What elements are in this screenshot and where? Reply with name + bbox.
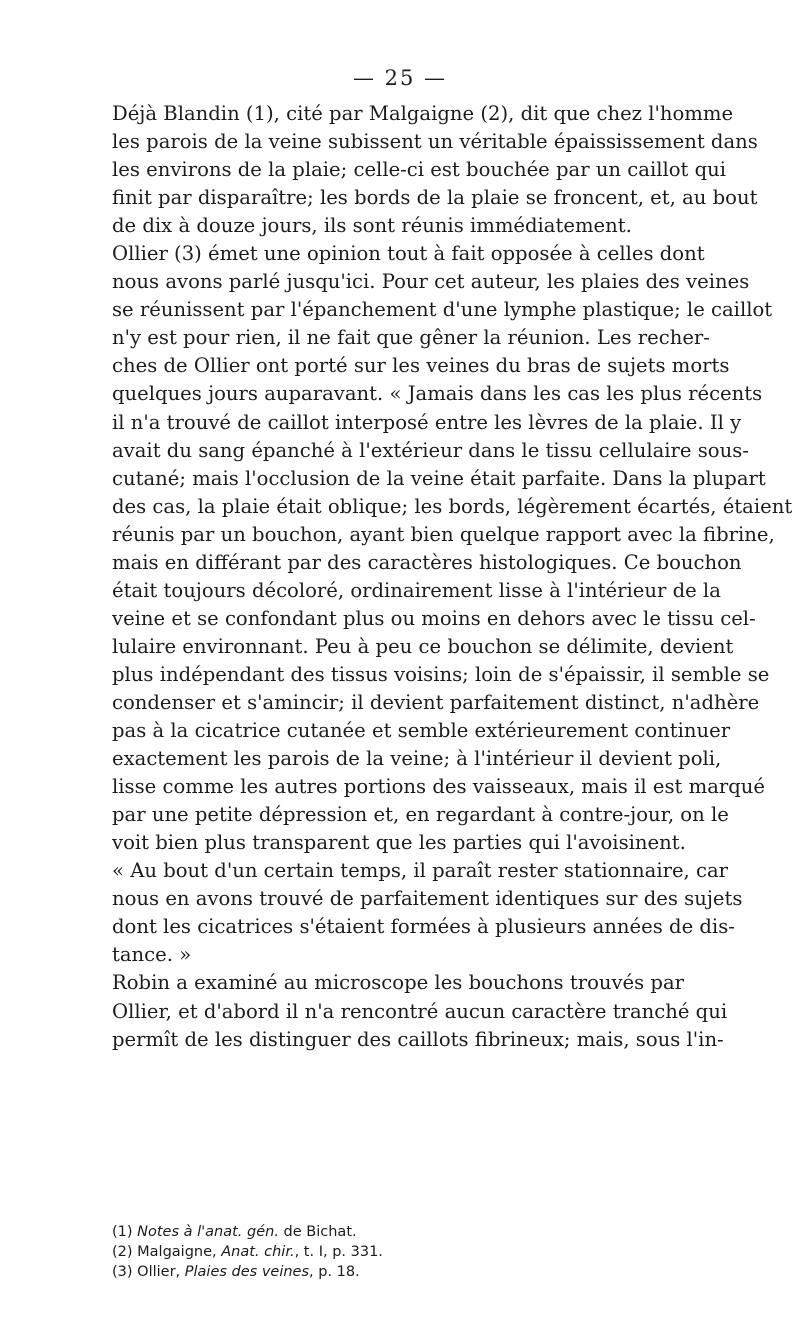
footnote-title: Plaies des veines [184, 1264, 310, 1280]
text-line: dont les cicatrices s'étaient formées à plusieurs années de dis- [112, 915, 735, 939]
text-line: Ollier (3) émet une opinion tout à fait opposée à celles dont [112, 242, 705, 266]
footnote-mark: (2) [112, 1244, 133, 1260]
text-line: réunis par un bouchon, ayant bien quelque rapport avec la fibrine, [112, 522, 775, 546]
text-line: Déjà Blandin (1), cité par Malgaigne (2), dit que chez l'homme [112, 102, 734, 125]
text-line: cutané; mais l'occlusion de la veine était parfaite. Dans la plupart [112, 466, 766, 490]
text-line: nous en avons trouvé de parfaitement identiques sur des sujets [112, 887, 743, 911]
text-line: était toujours décoloré, ordinairement lisse à l'intérieur de la [112, 578, 721, 602]
footnote [112, 1242, 684, 1262]
text-line: nous avons parlé jusqu'ici. Pour cet auteur, les plaies des veines [112, 270, 750, 294]
text-line: Robin a examiné au microscope les bouchons trouvés par [112, 971, 685, 995]
text-line: lulaire environnant. Peu à peu ce bouchon se délimite, devient [112, 634, 734, 658]
text-line: Ollier, et d'abord il n'a rencontré aucun caractère tranché qui [112, 999, 728, 1023]
text-line: les environs de la plaie; celle-ci est bouchée par un caillot qui [112, 158, 727, 182]
text-line: de dix à douze jours, ils sont réunis immédiatement. [112, 214, 632, 238]
footnote-author: Ollier, [132, 1264, 185, 1280]
text-line: se réunissent par l'épanchement d'une lymphe plastique; le caillot [112, 298, 773, 322]
footnote-text: de Bichat. [278, 1224, 357, 1240]
text-line: les parois de la veine subissent un véritable épaississement dans [112, 130, 758, 154]
text-line: avait du sang épanché à l'extérieur dans le tissu cellulaire sous- [112, 438, 749, 462]
page-number: — 25 — [352, 66, 448, 90]
footnote-mark: (3) [112, 1264, 133, 1280]
text-line: il n'a trouvé de caillot interposé entre les lèvres de la plaie. Il y [112, 410, 742, 434]
footnote [112, 1262, 684, 1282]
text-line: pas à la cicatrice cutanée et semble extérieurement continuer [112, 719, 731, 743]
text-line: exactement les parois de la veine; à l'intérieur il devient poli, [112, 747, 722, 771]
footnotes [112, 1222, 684, 1282]
footnote-text: , p. 18. [309, 1264, 360, 1280]
text-line: voit bien plus transparent que les parties qui l'avoisinent. [112, 831, 686, 855]
text-line: permît de les distinguer des caillots fibrineux; mais, sous l'in- [112, 1027, 724, 1051]
footnote [112, 1222, 684, 1242]
text-line: mais en différant par des caractères histologiques. Ce bouchon [112, 550, 742, 574]
text-line: des cas, la plaie était oblique; les bords, légèrement écartés, étaient [112, 494, 793, 518]
text-line: n'y est pour rien, il ne fait que gêner la réunion. Les recher- [112, 326, 710, 350]
text-line: veine et se confondant plus ou moins en dehors avec le tissu cel- [112, 606, 756, 630]
text-line: condenser et s'amincir; il devient parfaitement distinct, n'adhère [112, 690, 760, 714]
footnote-title: Anat. chir. [221, 1244, 295, 1260]
footnote-text: , t. I, p. 331. [294, 1244, 383, 1260]
text-line: « Au bout d'un certain temps, il paraît rester stationnaire, car [112, 859, 729, 883]
text-line: lisse comme les autres portions des vaisseaux, mais il est marqué [112, 775, 765, 799]
text-line: ches de Ollier ont porté sur les veines du bras de sujets morts [112, 354, 730, 378]
text-line: quelques jours auparavant. « Jamais dans les cas les plus récents [112, 382, 763, 406]
footnote-author: Malgaigne, [132, 1244, 222, 1260]
text-line: tance. » [112, 943, 192, 967]
text-line: plus indépendant des tissus voisins; loin de s'épaissir, il semble se [112, 662, 770, 686]
text-line: finit par disparaître; les bords de la plaie se froncent, et, au bout [112, 186, 758, 210]
text-line: par une petite dépression et, en regardant à contre-jour, on le [112, 803, 729, 827]
footnote-mark: (1) [112, 1224, 133, 1240]
body-text [112, 100, 793, 1054]
footnote-title: Notes à l'anat. gén. [137, 1224, 279, 1240]
